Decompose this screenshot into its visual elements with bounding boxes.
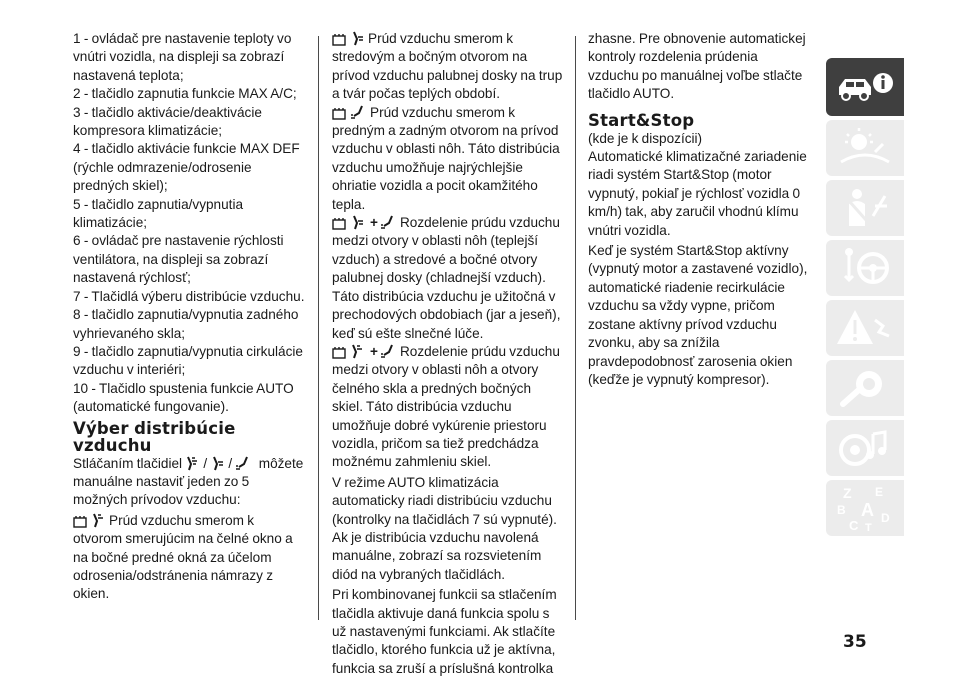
mode-3-description: predným a zadným otvorom na prívod vzduchu v oblasti nôh. Táto distribúcia vzduchu umožňuje najrýchlejšie ohriatie vozidla a pocit okamžitého tepla.: [332, 123, 560, 212]
legend-item-5: 5 - tlačidlo zapnutia/vypnutia klimatizácie;: [73, 196, 244, 231]
availability-note: (kde je k dispozícii): [588, 130, 703, 146]
legend-item-8: 8 - tlačidlo zapnutia/vypnutia zadného vyhrievaného skla;: [73, 307, 299, 341]
airflow-feet-icon: [235, 456, 251, 471]
index-letter: E: [875, 485, 884, 499]
mode-5-description: medzi otvory v oblasti nôh a otvory čelného skla a predných bočných skiel. Táto distribúcia vzduchu umožňuje dobré vykúrenie priestoru vozidla, pričom sa tiež predchádza možnému zahmleniu skiel.: [332, 362, 547, 470]
mode-1-description: otvorom smerujúcim na čelné okno a na bočné predné okná za účelom odrosenia/odstránenia námrazy z okien.: [73, 531, 293, 602]
mode-2-description: stredovým a bočným otvorom na prívod vzduchu palubnej dosky na trup a tvár počas teplých období.: [332, 49, 563, 102]
legend-item-3: 3 - tlačidlo aktivácie/deaktivácie kompresora klimatizácie;: [73, 104, 262, 139]
legend-item-9: 9 - tlačidlo zapnutia/vypnutia cirkulácie vzduchu v interiéri;: [73, 343, 303, 378]
windshield-defrost-icon: [332, 346, 346, 359]
car-info-icon: [835, 67, 895, 107]
intro-paragraph: Stláčaním tlačidiel / / môžete manuálne nastaviť jeden zo 5 možných prívodov vzduchu:: [73, 455, 304, 508]
airflow-face-icon: [91, 513, 105, 528]
airflow-body-icon: [350, 215, 364, 230]
index-abcd-icon: [835, 484, 895, 532]
tab-multimedia[interactable]: [826, 420, 904, 476]
column-divider: [318, 36, 319, 620]
windshield-defrost-icon: [332, 217, 346, 230]
tab-emergency[interactable]: [826, 300, 904, 356]
windshield-defrost-icon: [332, 33, 346, 46]
multimedia-icon: [835, 426, 895, 470]
index-letter: D: [881, 511, 890, 525]
column-2: [332, 30, 564, 678]
legend-item-1: 1 - ovládač pre nastavenie teploty vo vnútri vozidla, na displeji sa zobrazí nastavená teplota;: [73, 31, 292, 83]
legend-item-6: 6 - ovládač pre nastavenie rýchlosti ventilátora, na displeji sa zobrazí nastavená rýchlosť;: [73, 233, 284, 286]
tab-starting-driving[interactable]: [826, 240, 904, 296]
warning-triangle-icon: [835, 306, 895, 350]
airflow-face-icon: [350, 344, 364, 359]
airflow-feet-icon: [350, 105, 366, 120]
seatbelt-safety-icon: [835, 186, 895, 230]
page-number: 35: [843, 632, 867, 652]
mode-1-heading: Prúd vzduchu smerom k: [73, 512, 305, 530]
steering-key-icon: [835, 246, 895, 290]
airflow-face-icon: [185, 456, 199, 471]
index-letter: B: [837, 503, 846, 517]
wrench-service-icon: [835, 366, 895, 410]
combined-function-paragraph: Pri kombinovanej funkcii sa stlačením tlačidla aktivuje daná funkcia spolu s už nastavenými funkciami. Ak stlačíte tlačidlo, ktorého funkcia už je aktívna, funkcia sa zruší a príslušná kontrolka: [332, 587, 557, 676]
dashboard-lights-icon: [835, 126, 895, 170]
legend-item-2: 2 - tlačidlo zapnutia funkcie MAX A/C;: [73, 86, 297, 102]
column-divider: [575, 36, 576, 620]
column-3: [588, 30, 810, 389]
mode-2-heading: Prúd vzduchu smerom k: [332, 30, 564, 48]
chapter-sidebar: [826, 58, 904, 540]
legend-item-4: 4 - tlačidlo aktivácie funkcie MAX DEF (rýchle odmrazenie/odrosenie predných skiel);: [73, 141, 300, 194]
index-letter: A: [861, 500, 874, 520]
auto-mode-paragraph: V režime AUTO klimatizácia automaticky riadi distribúciu vzduchu (kontrolky na tlačidlách 7 sú vypnuté). Ak je distribúcia vzduchu navolená manuálne, zobrazí sa rozsvietením diód na vybraných tlačidlách.: [332, 474, 557, 582]
mode-4-description: medzi otvory v oblasti nôh (teplejší vzduch) a stredové a bočné otvory palubnej dosky (chladnejší vzduch). Táto distribúcia vzduchu je užitočná v prechodových obdobiach (jar a jeseň), keď sú ešte slnečné lúče.: [332, 233, 561, 341]
tab-car-info[interactable]: [826, 58, 904, 116]
tab-dashboard-lights[interactable]: [826, 120, 904, 176]
windshield-defrost-icon: [332, 107, 346, 120]
index-letter: T: [865, 522, 872, 532]
section-heading-start-stop: Start&Stop: [588, 110, 695, 130]
mode-3-heading: Prúd vzduchu smerom k: [332, 104, 564, 122]
mode-5-heading: + Rozdelenie prúdu vzduchu: [332, 343, 564, 361]
index-letter: Z: [843, 485, 852, 501]
index-letter: C: [849, 518, 859, 532]
airflow-body-icon: [210, 456, 224, 471]
continuation-paragraph: zhasne. Pre obnovenie automatickej kontroly rozdelenia prúdenia vzduchu po manuálnej voľbe stlačte tlačidlo AUTO.: [588, 31, 806, 102]
tab-index[interactable]: [826, 480, 904, 536]
mode-4-heading: + Rozdelenie prúdu vzduchu: [332, 214, 564, 232]
section-heading-air-distribution: Výber distribúcie vzduchu: [73, 418, 236, 455]
start-stop-paragraph-1: Automatické klimatizačné zariadenie riadi systém Start&Stop (motor vypnutý, pokiaľ je rýchlosť vozidla 0 km/h) tak, aby zaručil vhodnú klímu vnútri vozidla.: [588, 149, 807, 238]
start-stop-paragraph-2: Keď je systém Start&Stop aktívny (vypnutý motor a zastavené vozidlo), automatické riadenie recirkulácie vzduchu sa vždy vypne, pričom zostane aktívny prívod vzduchu zvonku, aby sa znížila pravdepodobnosť zarosenia okien (keďže je vypnutý kompresor).: [588, 243, 808, 387]
airflow-body-icon: [350, 31, 364, 46]
windshield-defrost-icon: [73, 515, 87, 528]
legend-item-7: 7 - Tlačidlá výberu distribúcie vzduchu.: [73, 288, 305, 304]
column-1: [73, 30, 305, 604]
airflow-feet-icon: [380, 344, 396, 359]
legend-item-10: 10 - Tlačidlo spustenia funkcie AUTO (automatické fungovanie).: [73, 380, 294, 415]
tab-maintenance[interactable]: [826, 360, 904, 416]
tab-safety[interactable]: [826, 180, 904, 236]
airflow-feet-icon: [380, 215, 396, 230]
